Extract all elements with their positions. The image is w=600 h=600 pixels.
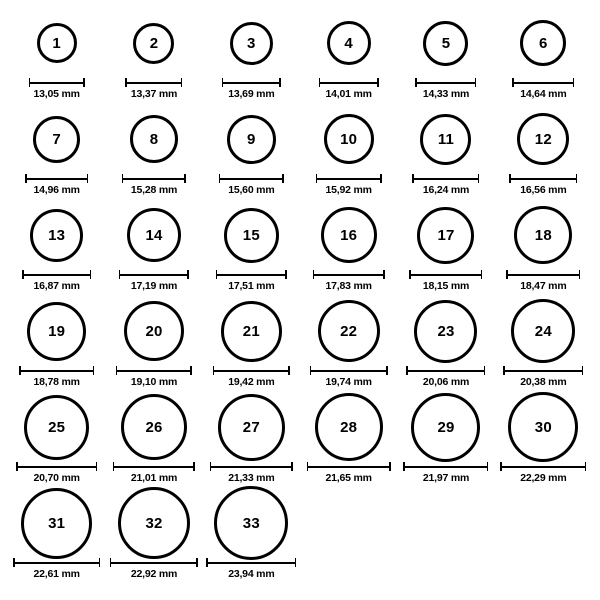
measure-bar-icon (403, 462, 488, 470)
diameter-measure (122, 174, 186, 196)
measure-tick-right-icon (487, 462, 489, 471)
measure-bar-icon (116, 366, 192, 374)
diameter-measure (116, 366, 192, 388)
ring-circle-icon (508, 392, 578, 462)
ring-circle-wrap (118, 492, 190, 554)
measure-tick-left-icon (310, 366, 312, 375)
measure-tick-left-icon (512, 78, 514, 87)
ring-size-label: 5 (441, 34, 451, 52)
ring-circle-icon (321, 207, 377, 263)
ring-size-label: 33 (242, 514, 260, 532)
diameter-measure (210, 462, 293, 484)
ring-size-cell (105, 300, 202, 396)
ring-size-label: 27 (242, 418, 260, 436)
measure-bar-icon (110, 558, 198, 566)
ring-size-cell (300, 108, 397, 204)
ring-circle-icon (224, 208, 279, 263)
measure-tick-left-icon (222, 78, 224, 87)
diameter-measure (503, 366, 583, 388)
ring-circle-icon (214, 486, 288, 560)
ring-size-cell (8, 204, 105, 300)
diameter-value: 23,94 mm (228, 568, 275, 580)
ring-size-cell (8, 108, 105, 204)
ring-size-cell (203, 204, 300, 300)
ring-size-cell (203, 300, 300, 396)
ring-size-cell (8, 396, 105, 492)
measure-tick-left-icon (25, 174, 27, 183)
measure-tick-right-icon (383, 270, 385, 279)
measure-bar-icon (503, 366, 583, 374)
ring-circle-wrap (514, 204, 572, 266)
ring-size-cell (495, 396, 592, 492)
diameter-measure (316, 174, 382, 196)
ring-size-cell (397, 300, 494, 396)
measure-tick-right-icon (282, 174, 284, 183)
measure-bar-icon (206, 558, 296, 566)
diameter-value: 15,92 mm (325, 184, 372, 196)
ring-size-label: 26 (145, 418, 163, 436)
measure-bar-icon (29, 78, 85, 86)
ring-circle-icon (324, 114, 374, 164)
ring-circle-icon (517, 113, 569, 165)
measure-tick-right-icon (96, 462, 98, 471)
ring-circle-icon (133, 23, 174, 64)
ring-circle-wrap (124, 300, 184, 362)
ring-size-label: 21 (242, 322, 260, 340)
ring-circle-wrap (224, 204, 279, 266)
ring-circle-wrap (214, 492, 288, 554)
diameter-value: 17,51 mm (228, 280, 275, 292)
ring-circle-wrap (517, 108, 569, 170)
measure-tick-right-icon (380, 174, 382, 183)
measure-tick-right-icon (582, 366, 584, 375)
measure-bar-icon (210, 462, 293, 470)
measure-tick-left-icon (29, 78, 31, 87)
measure-tick-right-icon (184, 174, 186, 183)
ring-circle-wrap (417, 204, 474, 266)
measure-tick-left-icon (319, 78, 321, 87)
measure-bar-icon (409, 270, 482, 278)
ring-circle-wrap (511, 300, 575, 362)
ring-circle-icon (315, 393, 383, 461)
ring-size-cell (203, 12, 300, 108)
ring-size-label: 9 (247, 130, 256, 148)
ring-size-cell (105, 396, 202, 492)
ring-size-cell (105, 204, 202, 300)
measure-tick-right-icon (478, 174, 480, 183)
ring-size-cell (495, 108, 592, 204)
diameter-measure (219, 174, 284, 196)
measure-tick-left-icon (19, 366, 21, 375)
ring-size-cell (495, 12, 592, 108)
ring-circle-wrap (508, 396, 578, 458)
ring-size-label: 4 (344, 34, 353, 52)
ring-size-label: 30 (534, 418, 552, 436)
ring-size-label: 23 (437, 322, 455, 340)
diameter-measure (512, 78, 574, 100)
diameter-value: 20,06 mm (422, 376, 470, 388)
ring-circle-icon (227, 115, 276, 164)
measure-tick-left-icon (13, 558, 15, 567)
ring-size-label: 2 (149, 34, 159, 52)
ring-size-cell (8, 300, 105, 396)
measure-tick-right-icon (187, 270, 189, 279)
ring-circle-wrap (127, 204, 181, 266)
diameter-value: 17,83 mm (325, 280, 372, 292)
measure-tick-right-icon (285, 270, 287, 279)
measure-tick-right-icon (99, 558, 101, 567)
ring-size-label: 1 (52, 34, 61, 52)
ring-circle-icon (24, 395, 89, 460)
measure-tick-right-icon (585, 462, 587, 471)
diameter-measure (29, 78, 85, 100)
ring-size-cell (397, 12, 494, 108)
ring-size-label: 13 (48, 226, 66, 244)
ring-size-cell (105, 108, 202, 204)
measure-bar-icon (213, 366, 290, 374)
ring-size-label: 18 (534, 226, 552, 244)
measure-bar-icon (113, 462, 195, 470)
ring-size-label: 31 (48, 514, 66, 532)
ring-size-cell (397, 108, 494, 204)
diameter-value: 18,47 mm (520, 280, 567, 292)
measure-bar-icon (25, 174, 88, 182)
measure-bar-icon (500, 462, 586, 470)
ring-circle-wrap (30, 204, 83, 266)
ring-circle-icon (130, 115, 178, 163)
measure-tick-right-icon (196, 558, 198, 567)
ring-circle-icon (420, 114, 471, 165)
diameter-value: 21,97 mm (422, 472, 470, 484)
ring-size-cell (8, 492, 105, 588)
ring-size-cell (300, 396, 397, 492)
ring-size-cell (203, 396, 300, 492)
ring-circle-wrap (33, 108, 80, 170)
ring-circle-wrap (315, 396, 383, 458)
ring-size-cell (495, 204, 592, 300)
ring-circle-wrap (414, 300, 477, 362)
measure-tick-right-icon (475, 78, 477, 87)
ring-size-label: 17 (437, 226, 455, 244)
measure-tick-left-icon (116, 366, 118, 375)
measure-bar-icon (219, 174, 284, 182)
measure-tick-left-icon (506, 270, 508, 279)
ring-circle-icon (230, 22, 273, 65)
ring-circle-wrap (411, 396, 480, 458)
diameter-value: 22,92 mm (130, 568, 178, 580)
ring-size-cell (203, 492, 300, 588)
measure-bar-icon (319, 78, 379, 86)
ring-size-label: 29 (437, 418, 455, 436)
diameter-measure (110, 558, 198, 580)
diameter-value: 14,96 mm (33, 184, 80, 196)
measure-tick-right-icon (83, 78, 85, 87)
diameter-measure (125, 78, 182, 100)
measure-tick-right-icon (386, 366, 388, 375)
ring-circle-icon (21, 488, 92, 559)
measure-bar-icon (316, 174, 382, 182)
measure-tick-left-icon (403, 462, 405, 471)
ring-size-cell (8, 12, 105, 108)
measure-tick-right-icon (279, 78, 281, 87)
diameter-value: 13,05 mm (33, 88, 80, 100)
measure-tick-left-icon (213, 366, 215, 375)
ring-circle-icon (121, 394, 187, 460)
diameter-measure (307, 462, 391, 484)
ring-circle-icon (417, 207, 474, 264)
diameter-value: 14,64 mm (520, 88, 567, 100)
measure-tick-right-icon (93, 366, 95, 375)
measure-tick-left-icon (110, 558, 112, 567)
measure-bar-icon (119, 270, 189, 278)
ring-size-cell (105, 12, 202, 108)
measure-bar-icon (122, 174, 186, 182)
diameter-measure (415, 78, 476, 100)
diameter-value: 22,61 mm (33, 568, 80, 580)
diameter-measure (319, 78, 379, 100)
measure-tick-left-icon (219, 174, 221, 183)
diameter-measure (216, 270, 287, 292)
measure-tick-left-icon (119, 270, 121, 279)
ring-size-label: 19 (48, 322, 66, 340)
measure-tick-right-icon (190, 366, 192, 375)
diameter-measure (412, 174, 479, 196)
diameter-value: 20,70 mm (33, 472, 80, 484)
ring-size-cell (300, 204, 397, 300)
measure-bar-icon (307, 462, 391, 470)
ring-size-cell (300, 300, 397, 396)
measure-bar-icon (19, 366, 94, 374)
diameter-measure (119, 270, 189, 292)
diameter-value: 14,33 mm (422, 88, 470, 100)
ring-circle-icon (514, 206, 572, 264)
ring-circle-wrap (130, 108, 178, 170)
measure-tick-right-icon (181, 78, 183, 87)
measure-tick-left-icon (503, 366, 505, 375)
measure-tick-right-icon (576, 174, 578, 183)
ring-circle-wrap (318, 300, 380, 362)
ring-size-label: 14 (145, 226, 163, 244)
measure-tick-right-icon (481, 270, 483, 279)
measure-bar-icon (13, 558, 100, 566)
measure-tick-right-icon (295, 558, 297, 567)
ring-size-cell (397, 204, 494, 300)
measure-tick-left-icon (409, 270, 411, 279)
diameter-value: 16,56 mm (520, 184, 567, 196)
ring-size-label: 6 (539, 34, 548, 52)
ring-circle-icon (27, 302, 86, 361)
ring-circle-icon (423, 21, 468, 66)
diameter-value: 19,42 mm (228, 376, 275, 388)
ring-circle-wrap (321, 204, 377, 266)
measure-tick-right-icon (193, 462, 195, 471)
measure-bar-icon (310, 366, 388, 374)
ring-circle-icon (511, 299, 575, 363)
diameter-value: 18,78 mm (33, 376, 80, 388)
measure-tick-right-icon (291, 462, 293, 471)
measure-bar-icon (16, 462, 97, 470)
measure-tick-right-icon (90, 270, 92, 279)
measure-tick-left-icon (122, 174, 124, 183)
measure-tick-left-icon (113, 462, 115, 471)
measure-tick-left-icon (415, 78, 417, 87)
measure-tick-left-icon (206, 558, 208, 567)
diameter-value: 21,33 mm (228, 472, 275, 484)
measure-tick-left-icon (16, 462, 18, 471)
measure-bar-icon (216, 270, 287, 278)
ring-size-grid (8, 12, 592, 588)
ring-size-label: 11 (437, 130, 455, 148)
measure-tick-left-icon (313, 270, 315, 279)
measure-tick-left-icon (307, 462, 309, 471)
measure-bar-icon (412, 174, 479, 182)
diameter-value: 15,60 mm (228, 184, 275, 196)
diameter-measure (13, 558, 100, 580)
diameter-measure (213, 366, 290, 388)
ring-circle-wrap (121, 396, 187, 458)
ring-size-cell (105, 492, 202, 588)
measure-bar-icon (313, 270, 385, 278)
ring-circle-wrap (21, 492, 92, 554)
ring-size-label: 12 (534, 130, 552, 148)
measure-bar-icon (222, 78, 281, 86)
ring-size-label: 3 (247, 34, 256, 52)
ring-circle-wrap (27, 300, 86, 362)
ring-circle-wrap (24, 396, 89, 458)
diameter-value: 13,37 mm (130, 88, 178, 100)
diameter-value: 14,01 mm (325, 88, 372, 100)
ring-circle-icon (118, 487, 190, 559)
ring-circle-icon (33, 116, 80, 163)
measure-tick-right-icon (573, 78, 575, 87)
ring-size-cell (300, 12, 397, 108)
measure-tick-left-icon (216, 270, 218, 279)
ring-size-label: 24 (534, 322, 552, 340)
measure-bar-icon (22, 270, 91, 278)
ring-size-label: 7 (52, 130, 61, 148)
ring-size-cell (495, 300, 592, 396)
ring-size-label: 8 (149, 130, 159, 148)
ring-circle-icon (221, 301, 282, 362)
ring-circle-icon (520, 20, 566, 66)
measure-tick-right-icon (579, 270, 581, 279)
ring-size-cell (397, 396, 494, 492)
ring-circle-wrap (520, 12, 566, 74)
measure-bar-icon (512, 78, 574, 86)
ring-size-label: 20 (145, 322, 163, 340)
measure-tick-left-icon (406, 366, 408, 375)
measure-bar-icon (506, 270, 580, 278)
ring-circle-wrap (230, 12, 273, 74)
diameter-measure (113, 462, 195, 484)
ring-size-label: 10 (340, 130, 358, 148)
diameter-value: 22,29 mm (520, 472, 567, 484)
ring-circle-icon (124, 301, 184, 361)
measure-bar-icon (406, 366, 485, 374)
ring-circle-wrap (218, 396, 285, 458)
ring-circle-wrap (37, 12, 77, 74)
ring-circle-icon (37, 23, 77, 63)
measure-bar-icon (125, 78, 182, 86)
ring-size-label: 28 (340, 418, 358, 436)
measure-tick-left-icon (316, 174, 318, 183)
measure-tick-left-icon (500, 462, 502, 471)
diameter-measure (406, 366, 485, 388)
ring-circle-icon (127, 208, 181, 262)
measure-tick-left-icon (412, 174, 414, 183)
measure-tick-right-icon (288, 366, 290, 375)
ring-circle-wrap (420, 108, 471, 170)
measure-tick-right-icon (377, 78, 379, 87)
diameter-measure (506, 270, 580, 292)
ring-circle-icon (30, 209, 83, 262)
measure-bar-icon (509, 174, 577, 182)
measure-tick-left-icon (125, 78, 127, 87)
measure-tick-right-icon (87, 174, 89, 183)
ring-size-label: 25 (48, 418, 66, 436)
diameter-value: 20,38 mm (520, 376, 567, 388)
diameter-measure (19, 366, 94, 388)
ring-circle-wrap (133, 12, 174, 74)
diameter-measure (310, 366, 388, 388)
diameter-measure (313, 270, 385, 292)
diameter-measure (409, 270, 482, 292)
diameter-measure (500, 462, 586, 484)
ring-circle-wrap (221, 300, 282, 362)
measure-bar-icon (415, 78, 476, 86)
ring-size-label: 22 (340, 322, 358, 340)
diameter-value: 18,15 mm (422, 280, 470, 292)
diameter-value: 21,65 mm (325, 472, 372, 484)
diameter-value: 16,87 mm (33, 280, 80, 292)
ring-size-label: 32 (145, 514, 163, 532)
measure-tick-left-icon (210, 462, 212, 471)
diameter-measure (16, 462, 97, 484)
measure-tick-left-icon (509, 174, 511, 183)
ring-circle-wrap (327, 12, 371, 74)
ring-circle-icon (327, 21, 371, 65)
ring-circle-icon (414, 300, 477, 363)
ring-size-label: 15 (242, 226, 260, 244)
diameter-measure (222, 78, 281, 100)
ring-circle-icon (318, 300, 380, 362)
ring-circle-wrap (324, 108, 374, 170)
diameter-measure (403, 462, 488, 484)
diameter-value: 17,19 mm (130, 280, 178, 292)
ring-circle-icon (218, 394, 285, 461)
diameter-value: 16,24 mm (422, 184, 470, 196)
diameter-value: 13,69 mm (228, 88, 275, 100)
ring-circle-wrap (423, 12, 468, 74)
ring-size-label: 16 (340, 226, 358, 244)
diameter-measure (206, 558, 296, 580)
diameter-measure (22, 270, 91, 292)
diameter-value: 21,01 mm (130, 472, 178, 484)
ring-circle-icon (411, 393, 480, 462)
diameter-value: 19,74 mm (325, 376, 372, 388)
diameter-value: 15,28 mm (130, 184, 178, 196)
measure-tick-right-icon (389, 462, 391, 471)
ring-size-cell (203, 108, 300, 204)
diameter-measure (509, 174, 577, 196)
diameter-value: 19,10 mm (130, 376, 178, 388)
diameter-measure (25, 174, 88, 196)
ring-circle-wrap (227, 108, 276, 170)
measure-tick-right-icon (484, 366, 486, 375)
measure-tick-left-icon (22, 270, 24, 279)
